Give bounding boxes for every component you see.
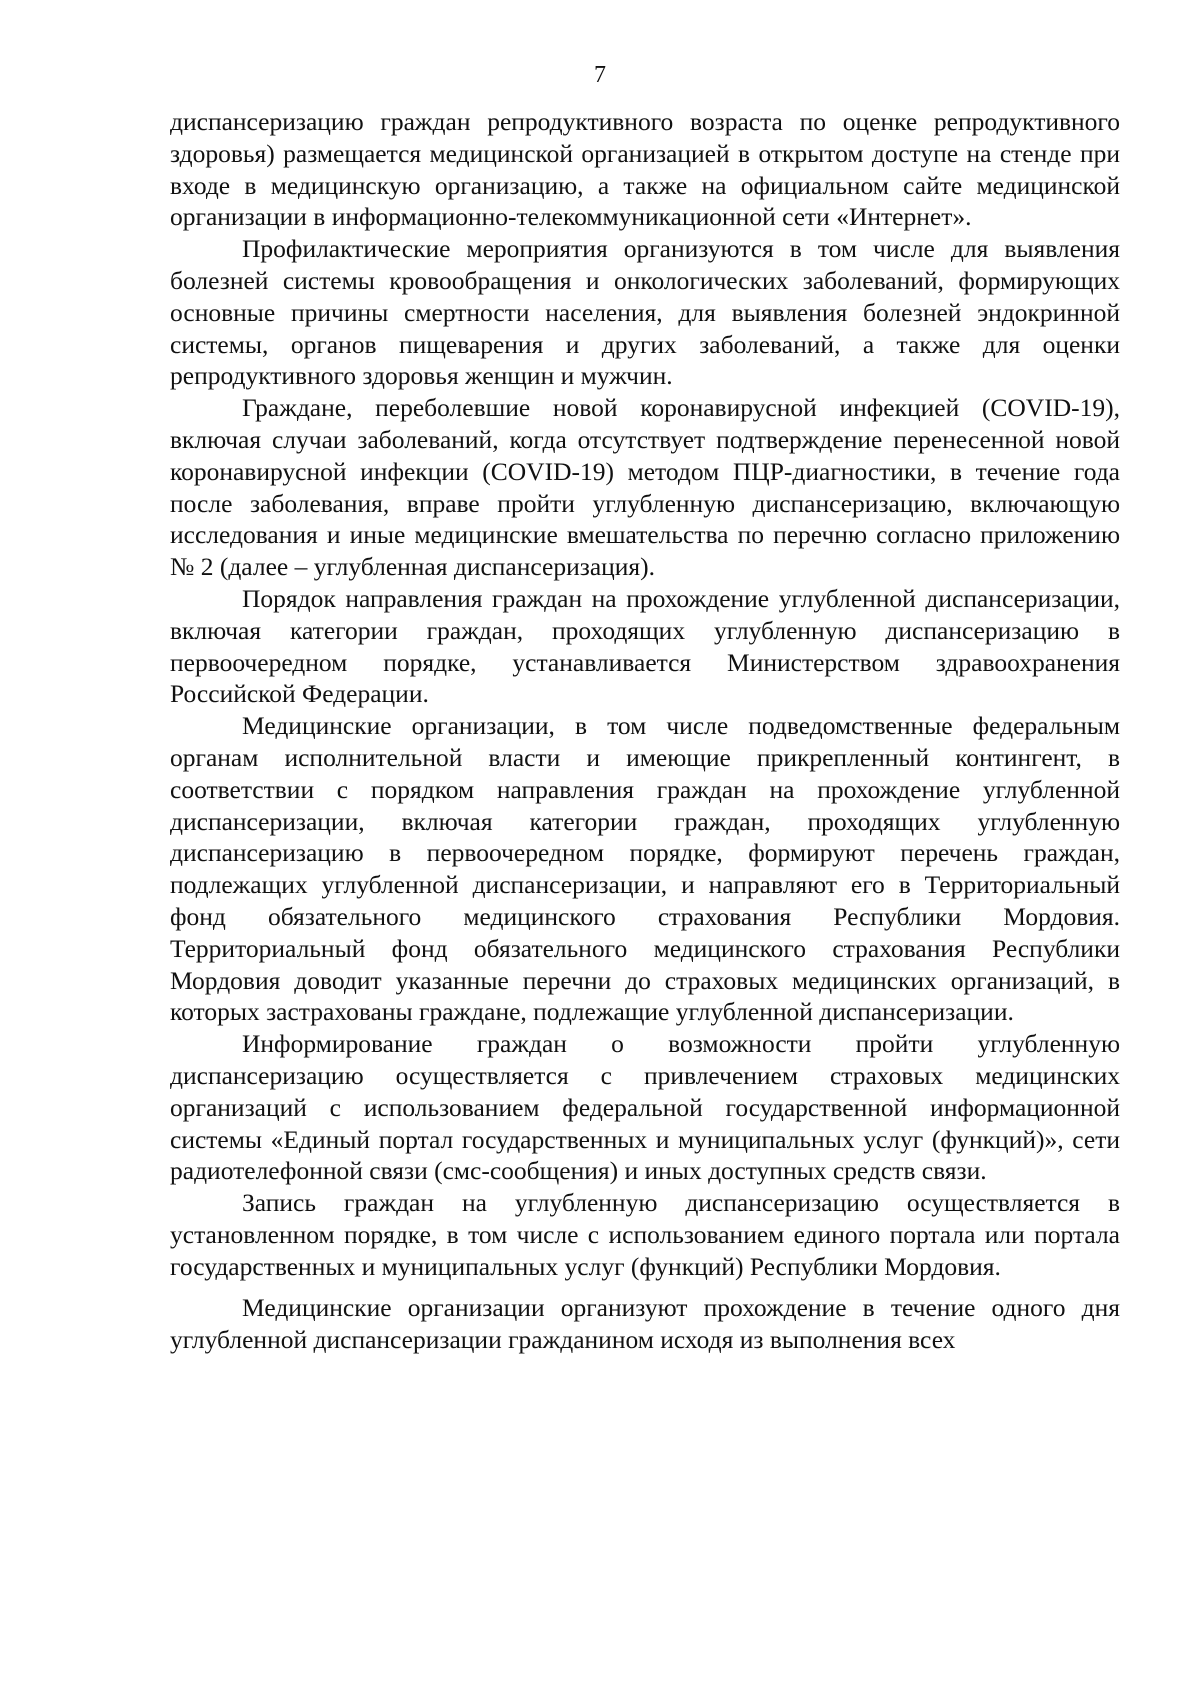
paragraph-registration: Запись граждан на углубленную диспансеризацию осуществляется в установленном порядке, в том числе с использованием единого портала или портала государственных и муниципальных услуг (функций) Республики Мордовия. — [170, 1188, 1120, 1281]
paragraph-referral-procedure: Порядок направления граждан на прохождение углубленной диспансеризации, включая категории граждан, проходящих углубленную диспансеризацию в первоочередном порядке, устанавливается Министерством здравоохранения Российской Федерации. — [170, 583, 1120, 709]
paragraph-covid-recovered: Граждане, переболевшие новой коронавирусной инфекцией (COVID-19), включая случаи заболеваний, когда отсутствует подтверждение перенесенной новой коронавирусной инфекции (COVID-19) методом ПЦР-диагностики, в течение года после заболевания, вправе пройти углубленную диспансеризацию, включающую исследования и иные медицинские вмешательства по перечню согласно приложению № 2 (далее – углубленная диспансеризация). — [170, 393, 1120, 582]
page-number: 7 — [594, 62, 606, 88]
paragraph-medical-organizations: Медицинские организации, в том числе подведомственные федеральным органам исполнительной власти и имеющие прикрепленный контингент, в соответствии с порядком направления граждан на прохождение углубленной диспансеризации, включая категории граждан, проходящих углубленную диспансеризацию в первоочередном порядке, формируют перечень граждан, подлежащих углубленной диспансеризации, и направляют его в Территориальный фонд обязательного медицинского страхования Республики Мордовия. Территориальный фонд обязательного медицинского страхования Республики Мордовия доводит указанные перечни до страховых медицинских организаций, в которых застрахованы граждане, подлежащие углубленной диспансеризации. — [170, 711, 1120, 1027]
paragraph-informing: Информирование граждан о возможности пройти углубленную диспансеризацию осуществляется с привлечением страховых медицинских организаций с использованием федеральной государственной информационной системы «Единый портал государственных и муниципальных услуг (функций)», сети радиотелефонной связи (смс-сообщения) и иных доступных средств связи. — [170, 1029, 1120, 1186]
paragraph-one-day-examination: Медицинские организации организуют прохождение в течение одного дня углубленной диспансеризации гражданином исходя из выполнения всех — [170, 1293, 1120, 1355]
paragraph-preventive-measures: Профилактические мероприятия организуются в том числе для выявления болезней системы кровообращения и онкологических заболеваний, формирующих основные причины смертности населения, для выявления болезней эндокринной системы, органов пищеварения и других заболеваний, а также для оценки репродуктивного здоровья женщин и мужчин. — [170, 234, 1120, 391]
document-body — [170, 106, 1120, 1356]
paragraph-continuation: диспансеризацию граждан репродуктивного возраста по оценке репродуктивного здоровья) размещается медицинской организацией в открытом доступе на стенде при входе в медицинскую организацию, а также на официальном сайте медицинской организации в информационно-телекоммуникационной сети «Интернет». — [170, 107, 1120, 232]
